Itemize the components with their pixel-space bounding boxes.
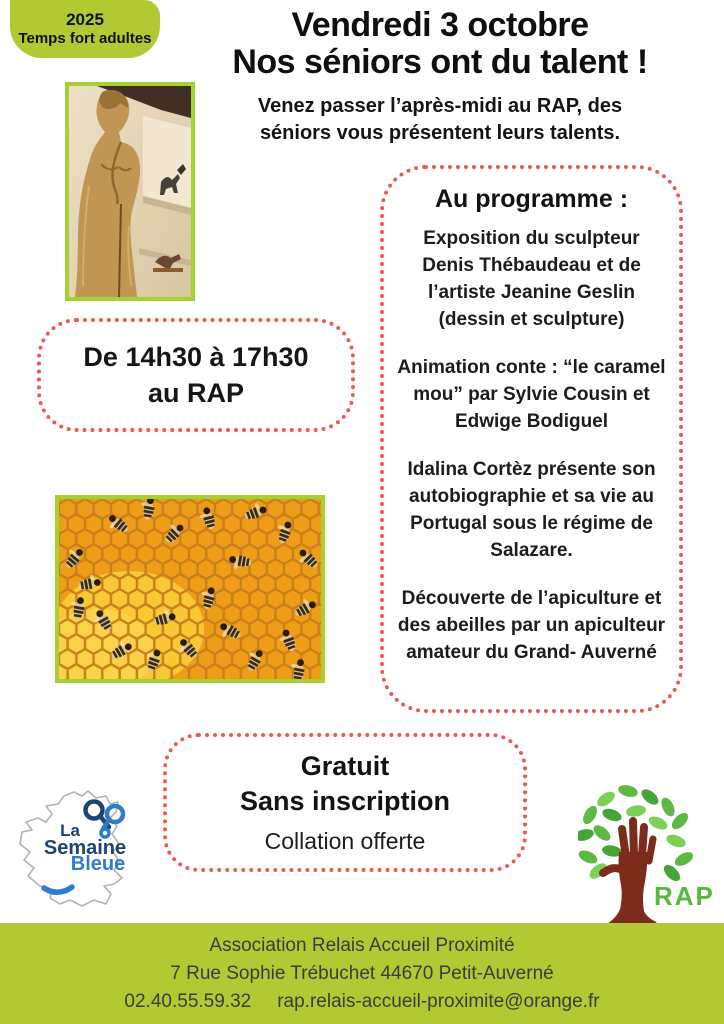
footer-email: rap.relais-accueil-proximite@orange.fr	[277, 990, 600, 1012]
bees-photo	[55, 495, 325, 683]
france-map-icon	[14, 788, 159, 920]
program-box	[380, 165, 683, 713]
info-collation: Collation offerte	[264, 828, 426, 854]
sculpture-photo	[65, 82, 195, 301]
sb-word-la: La	[60, 821, 80, 840]
sb-word-semaine: Semaine	[43, 837, 127, 859]
program-item-exposition: Exposition du sculpteur Denis Thébaudeau et de l’artiste Jeanine Geslin (dessin et sculpture)	[422, 228, 641, 330]
info-gratuit: Gratuit	[300, 751, 390, 781]
program-item-apiculture: Découverte de l’apiculture et des abeilles par un apiculteur amateur du Grand- Auverné	[397, 588, 666, 663]
footer-contact-row	[124, 988, 599, 1016]
rap-logo-label: RAP	[654, 881, 715, 911]
schedule-time: De 14h30 à 17h30	[83, 342, 309, 372]
program-item-conte: Animation conte : “le caramel mou” par Sylvie Cousin et Edwige Bodiguel	[397, 357, 666, 432]
badge-year: 2025	[66, 10, 104, 29]
info-inscription: Sans inscription	[239, 786, 451, 816]
subtitle-line-1: Venez passer l’après-midi au RAP, des	[257, 95, 623, 117]
schedule-place: au RAP	[147, 378, 245, 408]
page-title	[175, 7, 705, 81]
bees-honeycomb-illustration	[59, 499, 321, 679]
schedule-box	[37, 318, 355, 432]
title-line-2: Nos séniors ont du talent !	[232, 43, 648, 81]
badge-label: Temps fort adultes	[18, 30, 152, 47]
sculpture-illustration	[69, 86, 191, 297]
footer-association: Association Relais Accueil Proximité	[209, 934, 515, 956]
hand-trunk	[603, 821, 656, 923]
title-line-1: Vendredi 3 octobre	[291, 6, 589, 44]
sb-word-bleue: Bleue	[70, 853, 126, 875]
rap-logo	[578, 783, 716, 923]
footer-phone: 02.40.55.59.32	[124, 990, 252, 1012]
year-badge	[10, 0, 160, 58]
footer	[0, 923, 724, 1024]
info-box	[163, 733, 527, 872]
subtitle-line-2: séniors vous présentent leurs talents.	[259, 122, 621, 144]
footer-address: 7 Rue Sophie Trébuchet 44670 Petit-Auverné	[170, 962, 554, 984]
semaine-bleue-logo	[14, 788, 159, 920]
program-heading: Au programme :	[434, 185, 629, 213]
rap-tree-icon	[578, 783, 716, 923]
program-item-autobiographie: Idalina Cortèz présente son autobiographie et sa vie au Portugal sous le régime de Salazare.	[407, 459, 656, 561]
subtitle	[240, 93, 640, 147]
